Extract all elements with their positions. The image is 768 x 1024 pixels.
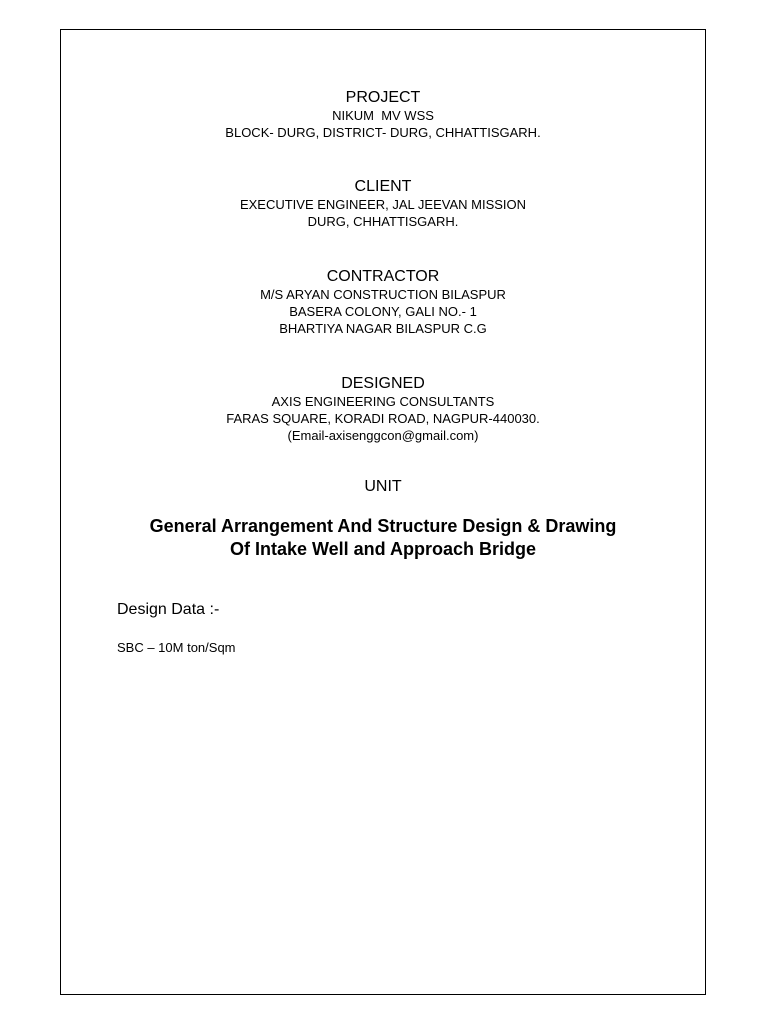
designed-section — [60, 374, 706, 444]
design-data-label: Design Data :- — [117, 601, 220, 618]
project-heading: PROJECT — [345, 89, 421, 106]
designed-line: (Email-axisenggcon@gmail.com) — [287, 428, 479, 443]
document-title-line: Of Intake Well and Approach Bridge — [229, 539, 537, 559]
designed-line: FARAS SQUARE, KORADI ROAD, NAGPUR-440030. — [226, 411, 540, 426]
client-line: DURG, CHHATTISGARH. — [307, 214, 459, 229]
document-title-line: General Arrangement And Structure Design & Drawing — [149, 516, 617, 536]
document-title — [60, 515, 706, 561]
project-section — [60, 88, 706, 141]
unit-section — [60, 477, 706, 496]
sbc-value: SBC – 10M ton/Sqm — [117, 640, 236, 655]
unit-heading: UNIT — [364, 478, 402, 495]
client-heading: CLIENT — [354, 178, 412, 195]
contractor-line: BASERA COLONY, GALI NO.- 1 — [289, 304, 477, 319]
contractor-heading: CONTRACTOR — [326, 268, 440, 285]
client-line: EXECUTIVE ENGINEER, JAL JEEVAN MISSION — [239, 197, 527, 212]
designed-line: AXIS ENGINEERING CONSULTANTS — [271, 394, 495, 409]
contractor-section — [60, 267, 706, 337]
contractor-line: M/S ARYAN CONSTRUCTION BILASPUR — [260, 287, 506, 302]
contractor-line: BHARTIYA NAGAR BILASPUR C.G — [279, 321, 487, 336]
page-border — [60, 29, 706, 995]
designed-heading: DESIGNED — [341, 375, 425, 392]
client-section — [60, 177, 706, 230]
project-line: NIKUM MV WSS — [332, 108, 434, 123]
project-line: BLOCK- DURG, DISTRICT- DURG, CHHATTISGARH. — [225, 125, 541, 140]
